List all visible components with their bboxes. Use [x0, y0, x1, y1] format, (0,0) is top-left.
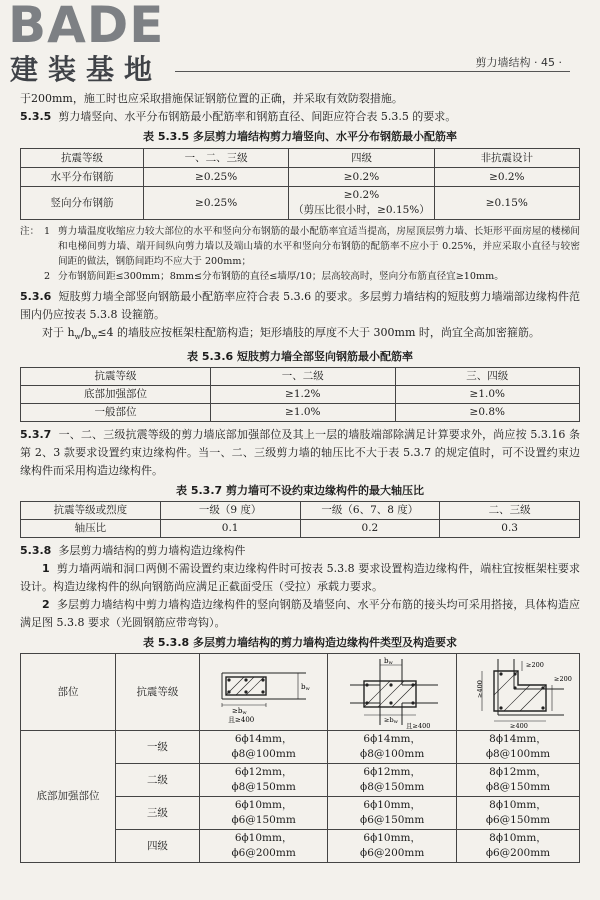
table-title-5-3-8: 表 5.3.8 多层剪力墙结构的剪力墙构造边缘构件类型及构造要求	[143, 636, 457, 650]
section-5-3-7	[20, 426, 580, 480]
row-label: 底部加强部位	[21, 386, 211, 404]
table-cell	[289, 187, 434, 220]
table-cell: 0.3	[440, 520, 580, 538]
running-title: 剪力墙结构	[475, 56, 531, 69]
row-label: 二级	[116, 764, 200, 797]
table-cell: ≥1.2%	[211, 386, 395, 404]
table-title-5-3-6: 表 5.3.6 短肢剪力墙全部竖向钢筋最小配筋率	[187, 350, 413, 364]
table-cell: ≥1.0%	[395, 386, 579, 404]
section-5-3-5	[20, 108, 580, 126]
section-text: 剪力墙竖向、水平分布钢筋最小配筋率和钢筋直径、间距应符合表 5.3.5 的要求。	[58, 110, 457, 123]
diagram-label: 且≥400	[227, 716, 254, 725]
row-label: 轴压比	[21, 520, 161, 538]
diagram-cell-flanged	[328, 654, 457, 731]
table-cell: 6ϕ10mm，ϕ6@150mm	[328, 797, 457, 830]
table-cell: ≥0.8%	[395, 404, 579, 422]
cell-line: ≥0.2%	[343, 189, 380, 201]
note-label: 注：	[20, 226, 40, 237]
table-title-5-3-5: 表 5.3.5 多层剪力墙结构剪力墙竖向、水平分布钢筋最小配筋率	[143, 130, 457, 143]
table-cell: 8ϕ12mm，ϕ8@150mm	[456, 764, 579, 797]
section-number: 5.3.6	[20, 290, 52, 303]
header-cell: 抗震等级	[21, 368, 211, 386]
table-cell: ≥0.25%	[143, 168, 288, 187]
logo-chinese: 建装基地	[10, 53, 163, 86]
header-cell: 四级	[289, 149, 434, 168]
table-row	[21, 520, 580, 538]
table-cell: 6ϕ14mm，ϕ8@100mm	[199, 731, 328, 764]
note-number: 1	[44, 226, 51, 237]
header-cell: 一级（9 度）	[160, 502, 300, 520]
corner-end-diagram	[468, 655, 572, 731]
row-label: 竖向分布钢筋	[21, 187, 144, 220]
publisher-logo	[6, 0, 176, 86]
diagram-label: ≥400	[509, 722, 528, 731]
header-cell: 非抗震设计	[434, 149, 579, 168]
table-title-5-3-7: 表 5.3.7 剪力墙可不设约束边缘构件的最大轴压比	[176, 484, 424, 498]
table-cell: 0.2	[300, 520, 440, 538]
section-number: 5.3.8	[20, 544, 52, 558]
section-5-3-8-item-1: 1 剪力墙两端和洞口两侧不需设置约束边缘构件时可按表 5.3.8 要求设置构造边缘构件，端柱宜按框架柱要求设计。构造边缘构件的纵向钢筋尚应满足正截面受压（受拉）承载力要求。	[20, 562, 580, 594]
note-2	[20, 269, 580, 284]
table-cell: 6ϕ12mm，ϕ8@150mm	[199, 764, 328, 797]
note-text: 剪力墙温度收缩应力较大部位的水平和竖向分布钢筋的最小配筋率宜适当提高，房屋顶层剪力墙、长矩形平面房屋的楼梯间和电梯间剪力墙、端开间纵向剪力墙以及端山墙的水平和竖向分布钢筋的配筋率不应小于 0.25%，并应采取小直径与较密间距的做法，钢筋间距均不应大于 200mm；	[58, 226, 580, 267]
table-header-row	[21, 149, 580, 168]
row-group-label: 底部加强部位	[21, 731, 116, 863]
diagram-cell-rectangular	[199, 654, 328, 731]
table-row	[21, 731, 580, 764]
diagram-label: bw	[300, 683, 310, 693]
table-cell: ≥0.15%	[434, 187, 579, 220]
note-number: 2	[44, 271, 51, 282]
diagram-label: bw	[384, 657, 393, 667]
diagram-label: ≥200	[525, 661, 544, 670]
table-cell: 6ϕ14mm，ϕ8@100mm	[328, 731, 457, 764]
table-cell: 8ϕ14mm，ϕ8@100mm	[456, 731, 579, 764]
table-cell: ≥0.25%	[143, 187, 288, 220]
diagram-label: ≥bw	[231, 707, 247, 717]
diagram-cell-corner	[456, 654, 579, 731]
table-cell: ≥1.0%	[211, 404, 395, 422]
table-notes	[20, 224, 580, 284]
table-row	[21, 187, 580, 220]
section-heading: 多层剪力墙结构的剪力墙构造边缘构件	[58, 544, 246, 558]
table-5-3-8	[20, 653, 580, 863]
header-cell: 抗震等级	[116, 654, 200, 731]
header-rule	[175, 71, 570, 72]
note-1	[20, 224, 580, 269]
table-cell: 0.1	[160, 520, 300, 538]
note-text: 分布钢筋间距≤300mm；8mm≤分布钢筋的直径≤墙厚/10；层高较高时，竖向分布筋直径宜≥10mm。	[58, 271, 504, 282]
logo-latin: BADE	[8, 0, 165, 54]
page-number: · 45 ·	[534, 56, 562, 69]
page-body	[20, 90, 580, 863]
section-5-3-6-paragraph: 对于 $h_w/b_w\le 4$ 的墙肢应按框架柱配筋构造；矩形墙肢的厚度不大于 300mm 时，尚宜全高加密箍筋。	[42, 326, 540, 342]
table-cell: 6ϕ12mm，ϕ8@150mm	[328, 764, 457, 797]
diagram-label: ≥400	[475, 680, 484, 699]
table-cell: 8ϕ10mm，ϕ6@150mm	[456, 797, 579, 830]
header-cell: 一、二、三级	[143, 149, 288, 168]
section-5-3-8	[20, 542, 580, 560]
cell-line: （剪压比很小时，≥0.15%）	[293, 204, 430, 216]
table-5-3-7	[20, 501, 580, 538]
table-header-row	[21, 368, 580, 386]
header-cell: 部位	[21, 654, 116, 731]
diagram-label: 且≥400	[406, 722, 431, 731]
section-text: 一、二、三级抗震等级的剪力墙底部加强部位及其上一层的墙肢端部除满足计算要求外，尚应按 5.3.16 条第 2、3 款要求设置约束边缘构件。当一、二、三级剪力墙的轴压比不大于表 5.3.7 的规定值时，可不设置约束边缘构件而采用构造边缘构件。	[20, 428, 580, 478]
table-header-row	[21, 502, 580, 520]
table-cell: 6ϕ10mm，ϕ6@200mm	[199, 830, 328, 863]
section-5-3-8-item-2: 2 多层剪力墙结构中剪力墙构造边缘构件的竖向钢筋及墙竖向、水平分布筋的接头均可采用搭接，具体构造应满足图 5.3.8 要求（光圆钢筋应带弯钩）。	[20, 598, 580, 630]
table-5-3-5	[20, 148, 580, 220]
header-cell: 抗震等级	[21, 149, 144, 168]
table-cell: 6ϕ10mm，ϕ6@200mm	[328, 830, 457, 863]
section-5-3-6	[20, 288, 580, 324]
header-cell: 抗震等级或烈度	[21, 502, 161, 520]
table-row	[21, 404, 580, 422]
row-label: 一级	[116, 731, 200, 764]
header-cell: 一级（6、7、8 度）	[300, 502, 440, 520]
table-row	[21, 386, 580, 404]
row-label: 四级	[116, 830, 200, 863]
section-number: 5.3.7	[20, 428, 52, 442]
table-cell: ≥0.2%	[434, 168, 579, 187]
running-header	[476, 54, 562, 70]
header-cell: 二、三级	[440, 502, 580, 520]
row-label: 一般部位	[21, 404, 211, 422]
flanged-end-diagram	[340, 655, 444, 729]
table-cell: 6ϕ10mm，ϕ6@150mm	[199, 797, 328, 830]
section-text: 短肢剪力墙全部竖向钢筋最小配筋率应符合表 5.3.6 的要求。多层剪力墙结构的短肢剪力墙端部边缘构件范围内仍应按表 5.3.8 设箍筋。	[20, 290, 580, 321]
diagram-label: ≥bw	[384, 716, 399, 726]
header-cell: 三、四级	[395, 368, 579, 386]
row-label: 三级	[116, 797, 200, 830]
header-cell: 一、二级	[211, 368, 395, 386]
section-number: 5.3.5	[20, 110, 52, 123]
table-5-3-6	[20, 367, 580, 422]
table-row	[21, 168, 580, 187]
intro-paragraph: 于200mm，施工时也应采取措施保证钢筋位置的正确，并采取有效防裂措施。	[20, 92, 403, 105]
row-label: 水平分布钢筋	[21, 168, 144, 187]
table-cell: ≥0.2%	[289, 168, 434, 187]
diagram-label: ≥200	[553, 675, 572, 684]
rectangular-end-diagram	[214, 659, 314, 725]
table-header-row	[21, 654, 580, 731]
table-cell: 8ϕ10mm，ϕ6@200mm	[456, 830, 579, 863]
